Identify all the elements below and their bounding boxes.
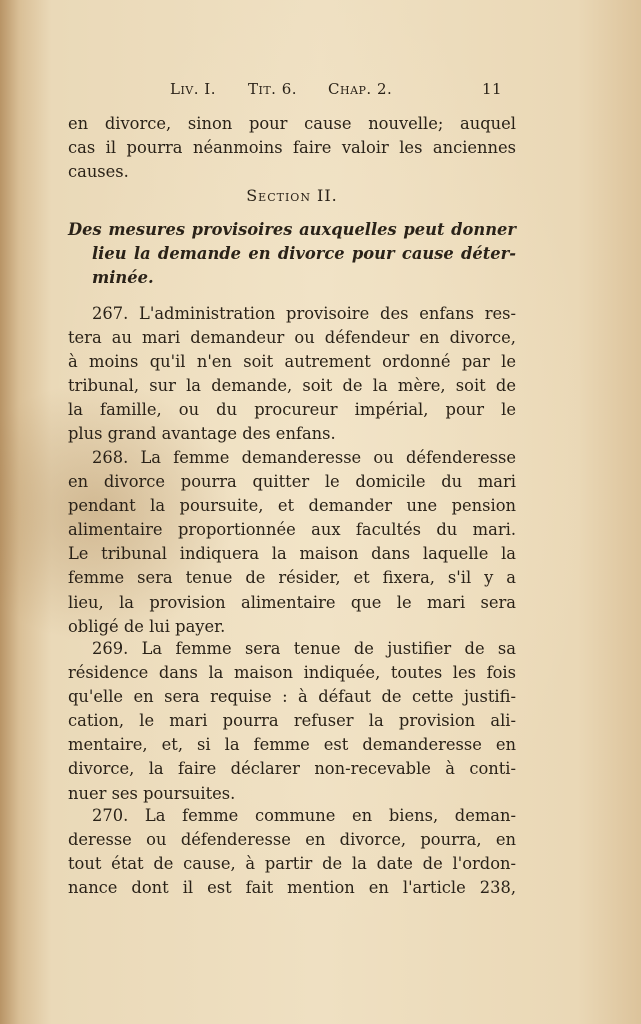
section-title: Section II.	[246, 186, 338, 205]
text-line: 268. La femme demanderesse ou défenderesse	[92, 448, 516, 467]
text-line: divorce, la faire déclarer non-recevable à conti-	[68, 759, 516, 779]
text-line: tout état de cause, à partir de la date de l'ordon-	[68, 854, 516, 874]
text-line: en divorce pourra quitter le domicile du mari	[68, 472, 516, 492]
text-line: plus grand avantage des enfans.	[68, 424, 336, 444]
subtitle-line: lieu la demande en divorce pour cause déter-	[92, 244, 516, 264]
text-line: mentaire, et, si la femme est demanderesse en	[68, 735, 516, 755]
article-269	[68, 637, 516, 806]
header-titre: Tit. 6.	[248, 80, 298, 98]
text-line: 269. La femme sera tenue de justifier de sa	[92, 639, 516, 658]
header-livre: Liv. I.	[170, 80, 216, 98]
text-line: femme sera tenue de résider, et fixera, s'il y a	[68, 568, 516, 588]
subtitle-line: Des mesures provisoires auxquelles peut donner	[68, 220, 516, 239]
text-line: nance dont il est fait mention en l'article 238,	[68, 878, 516, 898]
text-line: résidence dans la maison indiquée, toutes les fois	[68, 663, 516, 683]
subtitle-line: minée.	[92, 268, 154, 288]
text-line: Le tribunal indiquera la maison dans laquelle la	[68, 544, 516, 564]
header-chapitre: Chap. 2.	[328, 80, 393, 98]
text-line: causes.	[68, 162, 129, 182]
article-267	[68, 302, 516, 447]
article-270	[68, 804, 516, 900]
text-line: cation, le mari pourra refuser la provision ali-	[68, 711, 516, 731]
text-line: nuer ses poursuites.	[68, 783, 236, 803]
text-line: deresse ou défenderesse en divorce, pourra, en	[68, 830, 516, 850]
text-line: alimentaire proportionnée aux facultés du mari.	[68, 520, 516, 540]
section-subtitle	[68, 218, 516, 290]
text-line: la famille, ou du procureur impérial, pour le	[68, 400, 516, 420]
text-line: qu'elle en sera requise : à défaut de cette justifi-	[68, 687, 516, 707]
text-line: à moins qu'il n'en soit autrement ordonné par le	[68, 352, 516, 372]
running-header	[170, 80, 515, 102]
text-line: 267. L'administration provisoire des enfans res-	[92, 304, 516, 323]
page-number: 11	[482, 80, 503, 98]
text-line: 270. La femme commune en biens, deman-	[92, 806, 516, 825]
text-line: tribunal, sur la demande, soit de la mère, soit de	[68, 376, 516, 396]
text-line: obligé de lui payer.	[68, 616, 226, 636]
text-line: lieu, la provision alimentaire que le mari sera	[68, 592, 516, 612]
text-line: en divorce, sinon pour cause nouvelle; auquel	[68, 114, 516, 133]
article-268	[68, 446, 516, 639]
text-line: tera au mari demandeur ou défendeur en divorce,	[68, 328, 516, 348]
text-line: cas il pourra néanmoins faire valoir les anciennes	[68, 138, 516, 158]
text-line: pendant la poursuite, et demander une pension	[68, 496, 516, 516]
intro-paragraph	[68, 112, 516, 184]
